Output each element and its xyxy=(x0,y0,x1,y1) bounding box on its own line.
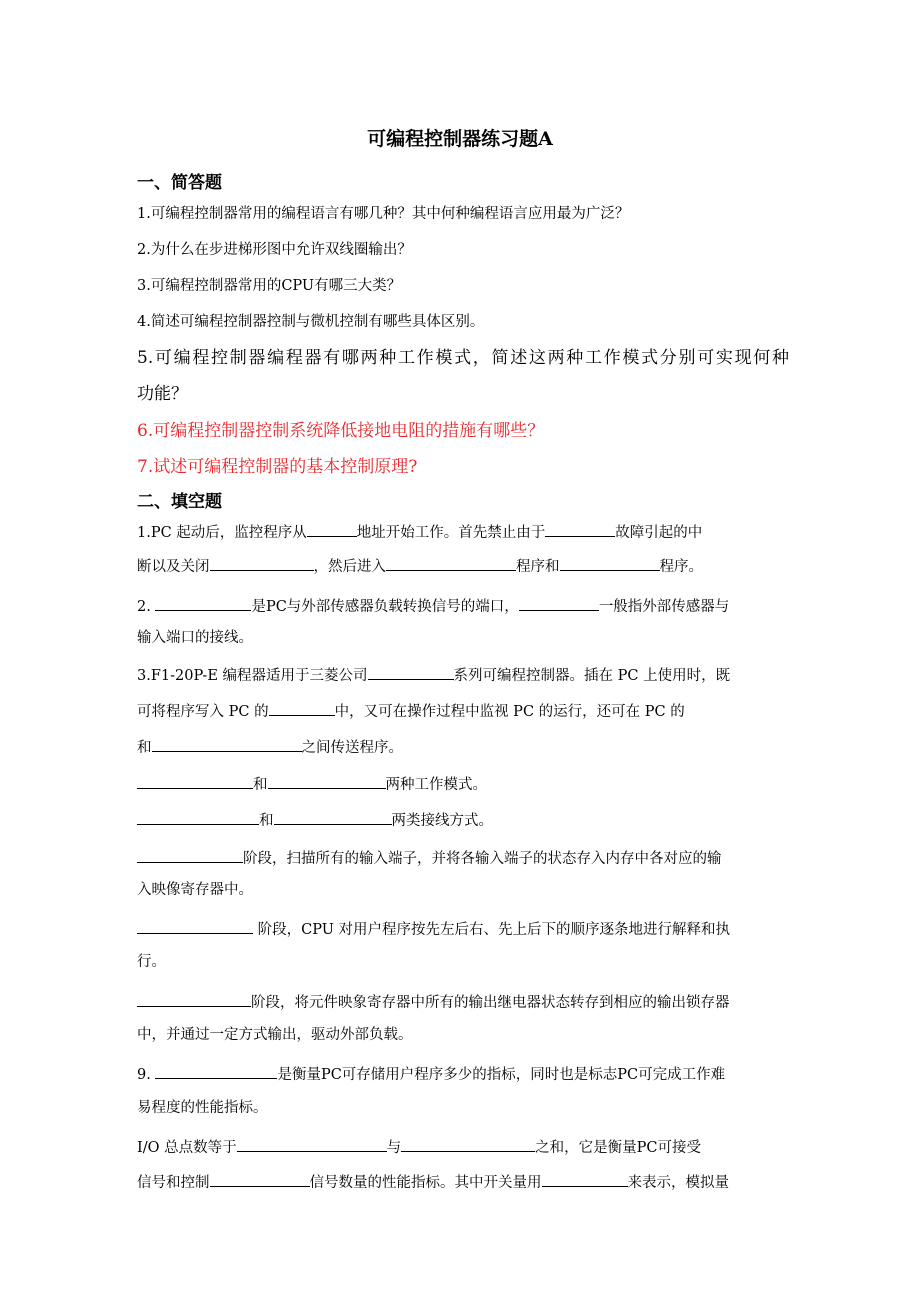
fill-6-line-2: 入映像寄存器中。 xyxy=(137,882,253,898)
answer-blank[interactable] xyxy=(274,808,392,825)
fill-text: 阶段，扫描所有的输入端子，并将各输入端子的状态存入内存中各对应的输 xyxy=(243,851,722,867)
section-heading-fill-blank: 二、填空题 xyxy=(137,492,222,512)
fill-text: 地址开始工作。首先禁止由于 xyxy=(356,525,546,541)
fill-text: 3.F1-20P-E 编程器适用于三菱公司 xyxy=(137,668,368,684)
fill-text: 1.PC 起动后，监控程序从 xyxy=(137,525,307,541)
fill-3-line-3 xyxy=(137,735,789,758)
question-2: 2.为什么在步进梯形图中允许双线圈输出？ xyxy=(137,242,412,258)
fill-text: 和 xyxy=(259,813,274,829)
answer-blank[interactable] xyxy=(210,554,314,571)
answer-blank[interactable] xyxy=(137,772,253,789)
fill-8-line-1 xyxy=(137,990,789,1013)
answer-blank[interactable] xyxy=(152,735,302,752)
fill-text: 故障引起的中 xyxy=(615,525,703,541)
fill-9-line-2: 易程度的性能指标。 xyxy=(137,1100,268,1116)
answer-blank[interactable] xyxy=(269,699,335,716)
answer-blank[interactable] xyxy=(155,1062,277,1079)
answer-blank[interactable] xyxy=(137,808,259,825)
answer-blank[interactable] xyxy=(155,594,251,611)
fill-3-line-2 xyxy=(137,699,789,722)
answer-blank[interactable] xyxy=(137,990,251,1007)
fill-text: 信号数量的性能指标。其中开关量用 xyxy=(309,1175,542,1191)
fill-text: 可将程序写入 PC 的 xyxy=(137,704,269,720)
fill-10-line-1 xyxy=(137,1135,789,1158)
question-5-line-2: 功能？ xyxy=(137,384,188,404)
fill-7-line-2: 行。 xyxy=(137,954,166,970)
fill-text: 阶段，CPU 对用户程序按先左后右、先上后下的顺序逐条地进行解释和执 xyxy=(253,922,731,938)
fill-text: 中，又可在操作过程中监视 PC 的运行，还可在 PC 的 xyxy=(334,704,685,720)
fill-text: 两类接线方式。 xyxy=(391,813,493,829)
question-1: 1.可编程控制器常用的编程语言有哪几种？其中何种编程语言应用最为广泛？ xyxy=(137,206,630,222)
answer-blank[interactable] xyxy=(401,1135,535,1152)
answer-blank[interactable] xyxy=(386,554,516,571)
fill-text: 是衡量PC可存储用户程序多少的指标，同时也是标志PC可完成工作难 xyxy=(277,1067,726,1083)
fill-5 xyxy=(137,808,789,831)
fill-text: 是PC与外部传感器负载转换信号的端口， xyxy=(251,599,519,615)
fill-text: 两种工作模式。 xyxy=(385,777,487,793)
fill-text: 和 xyxy=(253,777,268,793)
question-5-line-1: 5.可编程控制器编程器有哪两种工作模式，简述这两种工作模式分别可实现何种 xyxy=(137,348,789,368)
fill-text: 与 xyxy=(386,1140,402,1156)
answer-blank[interactable] xyxy=(560,554,660,571)
fill-text: 信号和控制 xyxy=(137,1175,210,1191)
answer-blank[interactable] xyxy=(368,663,454,680)
answer-blank[interactable] xyxy=(545,520,615,537)
question-3: 3.可编程控制器常用的CPU有哪三大类？ xyxy=(137,278,402,294)
fill-2-line-1 xyxy=(137,594,789,617)
answer-blank[interactable] xyxy=(542,1170,628,1187)
fill-text: 2. xyxy=(137,599,156,615)
answer-blank[interactable] xyxy=(210,1170,310,1187)
fill-text: 程序和 xyxy=(516,559,560,575)
question-7: 7.试述可编程控制器的基本控制原理? xyxy=(137,457,418,477)
fill-10-line-2 xyxy=(137,1170,789,1193)
fill-text: I/O 总点数等于 xyxy=(137,1140,237,1156)
fill-text: 系列可编程控制器。插在 PC 上使用时，既 xyxy=(453,668,731,684)
answer-blank[interactable] xyxy=(307,520,357,537)
fill-text: 程序。 xyxy=(659,559,703,575)
question-6: 6.可编程控制器控制系统降低接地电阻的措施有哪些？ xyxy=(137,421,545,441)
fill-text: 来表示，模拟量 xyxy=(627,1175,729,1191)
fill-text: 断以及关闭 xyxy=(137,559,210,575)
fill-2-line-2: 输入端口的接线。 xyxy=(137,630,253,646)
fill-6-line-1 xyxy=(137,846,789,869)
fill-9-line-1 xyxy=(137,1062,789,1085)
fill-4 xyxy=(137,772,789,795)
page-title: 可编程控制器练习题A xyxy=(367,128,553,150)
answer-blank[interactable] xyxy=(237,1135,387,1152)
question-4: 4.简述可编程控制器控制与微机控制有哪些具体区别。 xyxy=(137,314,485,330)
fill-1-line-2 xyxy=(137,554,789,577)
fill-text: ，然后进入 xyxy=(313,559,386,575)
fill-text: 之间传送程序。 xyxy=(301,740,403,756)
fill-1-line-1 xyxy=(137,520,789,543)
fill-text: 一般指外部传感器与 xyxy=(598,599,730,615)
answer-blank[interactable] xyxy=(268,772,386,789)
fill-text: 9. xyxy=(137,1067,156,1083)
fill-text: 阶段，将元件映象寄存器中所有的输出继电器状态转存到相应的输出锁存器 xyxy=(251,995,730,1011)
fill-3-line-1 xyxy=(137,663,789,686)
answer-blank[interactable] xyxy=(519,594,599,611)
fill-8-line-2: 中，并通过一定方式输出，驱动外部负载。 xyxy=(137,1027,413,1043)
fill-text: 之和，它是衡量PC可接受 xyxy=(535,1140,701,1156)
answer-blank[interactable] xyxy=(137,846,243,863)
answer-blank[interactable] xyxy=(137,917,253,934)
section-heading-short-answer: 一、简答题 xyxy=(137,173,222,193)
fill-text: 和 xyxy=(137,740,152,756)
fill-7-line-1 xyxy=(137,917,789,940)
